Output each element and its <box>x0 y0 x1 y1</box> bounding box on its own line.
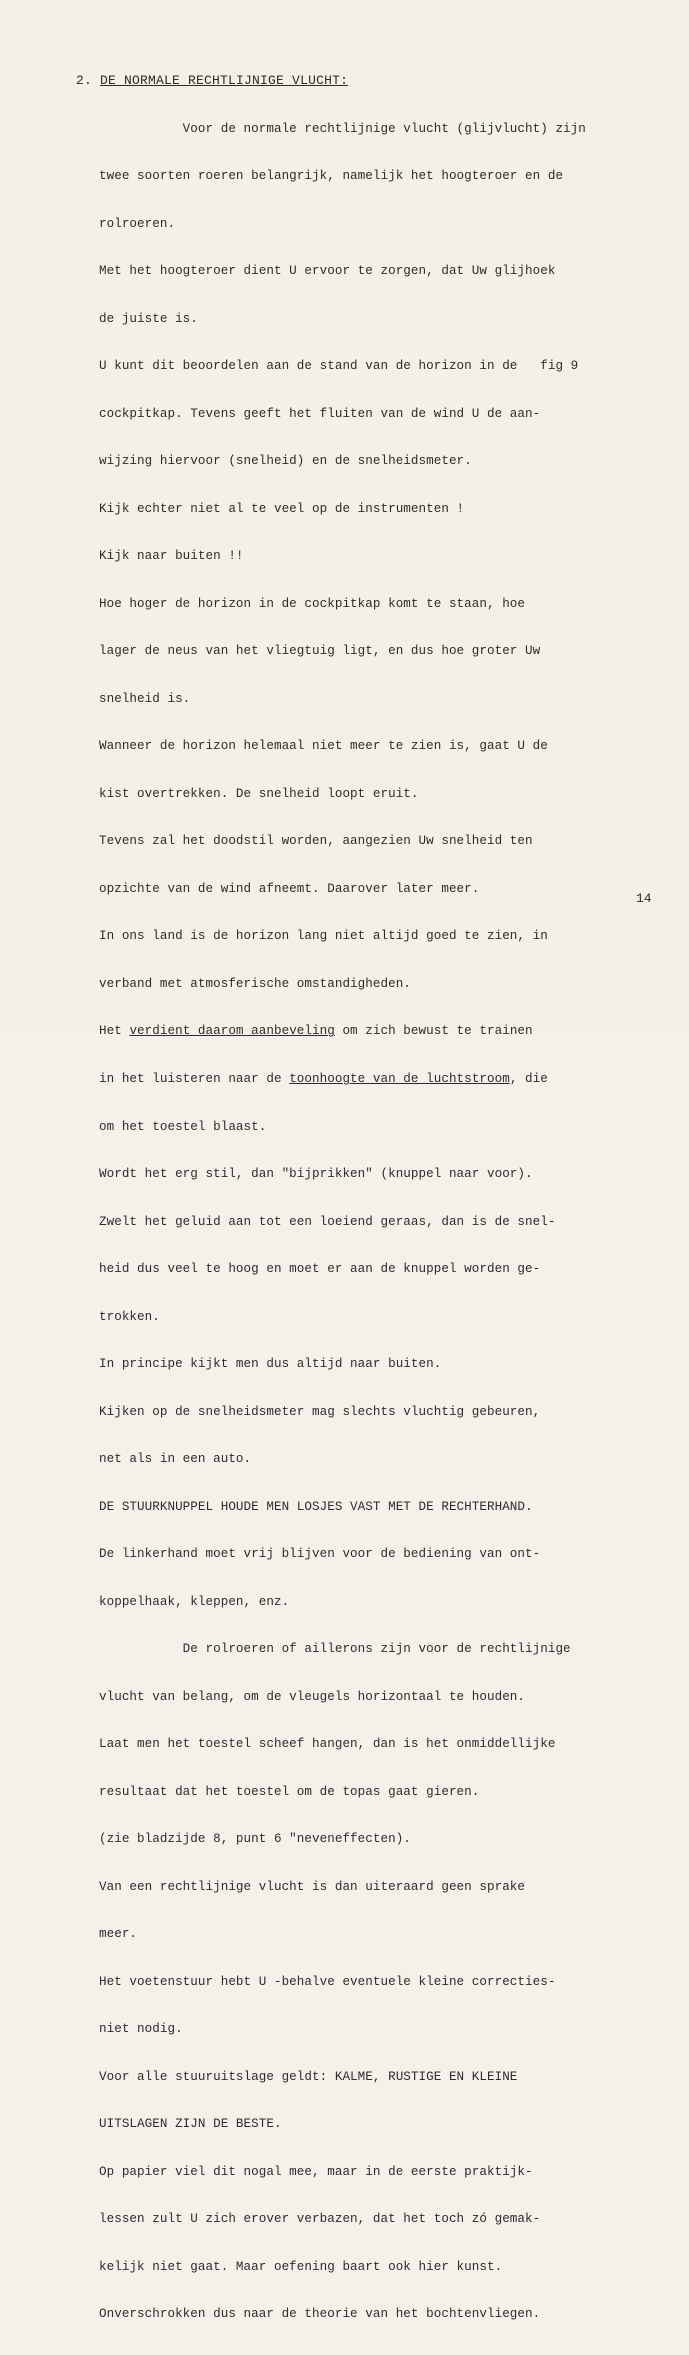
body-text <box>99 90 679 2355</box>
section-heading <box>76 73 348 88</box>
text-line: verband met atmosferische omstandigheden. <box>99 976 411 991</box>
text-line: kelijk niet gaat. Maar oefening baart ook hier kunst. <box>99 2259 503 2274</box>
text-line: In principe kijkt men dus altijd naar buiten. <box>99 1357 442 1372</box>
text-line-underlined <box>99 1024 679 1040</box>
underlined-phrase: verdient daarom aanbeveling <box>129 1024 335 1039</box>
text-line: lessen zult U zich erover verbazen, dat het toch zó gemak- <box>99 2212 541 2227</box>
text-line: resultaat dat het toestel om de topas gaat gieren. <box>99 1784 480 1799</box>
text-line: (zie bladzijde 8, punt 6 "neveneffecten). <box>99 1832 411 1847</box>
text-line: Wanneer de horizon helemaal niet meer te zien is, gaat U de <box>99 739 548 754</box>
text-line: De linkerhand moet vrij blijven voor de bediening van ont- <box>99 1547 541 1562</box>
text-line: wijzing hiervoor (snelheid) en de snelheidsmeter. <box>99 454 472 469</box>
text-line: de juiste is. <box>99 311 198 326</box>
text-line: Met het hoogteroer dient U ervoor te zorgen, dat Uw glijhoek <box>99 264 556 279</box>
text-line: opzichte van de wind afneemt. Daarover later meer. <box>99 881 480 896</box>
text-line: DE STUURKNUPPEL HOUDE MEN LOSJES VAST MET DE RECHTERHAND. <box>99 1499 533 1514</box>
text-line: Voor alle stuuruitslage geldt: KALME, RUSTIGE EN KLEINE <box>99 2069 518 2084</box>
text-line: Op papier viel dit nogal mee, maar in de eerste praktijk- <box>99 2164 533 2179</box>
text-line: twee soorten roeren belangrijk, namelijk het hoogteroer en de <box>99 169 564 184</box>
text-line: Kijken op de snelheidsmeter mag slechts vluchtig gebeuren, <box>99 1404 541 1419</box>
text-line: Hoe hoger de horizon in de cockpitkap komt te staan, hoe <box>99 596 526 611</box>
text-line: om het toestel blaast. <box>99 1119 267 1134</box>
section-title: DE NORMALE RECHTLIJNIGE VLUCHT: <box>100 73 349 88</box>
text-line: UITSLAGEN ZIJN DE BESTE. <box>99 2117 282 2132</box>
text-line: Kijk echter niet al te veel op de instrumenten ! <box>99 501 465 516</box>
text-fragment: , die <box>509 1072 548 1086</box>
text-line: vlucht van belang, om de vleugels horizontaal te houden. <box>99 1689 526 1704</box>
text-fragment: in het luisteren naar de <box>99 1072 290 1086</box>
text-line: Laat men het toestel scheef hangen, dan is het onmiddellijke <box>99 1737 556 1752</box>
text-line: rolroeren. <box>99 216 176 231</box>
text-line: meer. <box>99 1927 138 1942</box>
text-line: Wordt het erg stil, dan "bijprikken" (knuppel naar voor). <box>99 1167 533 1182</box>
text-line: Kijk naar buiten !! <box>99 549 244 564</box>
text-line: snelheid is. <box>99 691 191 706</box>
text-line: niet nodig. <box>99 2022 183 2037</box>
text-line: Onverschrokken dus naar de theorie van het bochtenvliegen. <box>99 2307 541 2322</box>
text-line: Van een rechtlijnige vlucht is dan uiteraard geen sprake <box>99 1879 526 1894</box>
text-fragment: Het <box>99 1024 130 1039</box>
text-fragment: om zich bewust te trainen <box>334 1024 533 1039</box>
text-line: net als in een auto. <box>99 1452 252 1467</box>
text-line: cockpitkap. Tevens geeft het fluiten van de wind U de aan- <box>99 406 541 421</box>
text-line: trokken. <box>99 1309 160 1324</box>
text-line: In ons land is de horizon lang niet altijd goed te zien, in <box>99 929 548 944</box>
text-line: Voor de normale rechtlijnige vlucht (glijvlucht) zijn <box>99 121 586 136</box>
section-number: 2. <box>76 73 93 88</box>
page-number: 14 <box>636 891 652 906</box>
text-line-underlined <box>99 1072 679 1088</box>
text-line: De rolroeren of aillerons zijn voor de rechtlijnige <box>99 1642 571 1657</box>
underlined-phrase: toonhoogte van de luchtstroom <box>289 1072 510 1086</box>
text-line: lager de neus van het vliegtuig ligt, en dus hoe groter Uw <box>99 644 541 659</box>
text-line: koppelhaak, kleppen, enz. <box>99 1594 290 1609</box>
text-line: U kunt dit beoordelen aan de stand van de horizon in de fig 9 <box>99 359 579 374</box>
text-line: kist overtrekken. De snelheid loopt eruit. <box>99 786 419 801</box>
text-line: heid dus veel te hoog en moet er aan de knuppel worden ge- <box>99 1262 541 1277</box>
text-line: Het voetenstuur hebt U -behalve eventuele kleine correcties- <box>99 1974 556 1989</box>
text-line: Tevens zal het doodstil worden, aangezien Uw snelheid ten <box>99 834 533 849</box>
text-line: Zwelt het geluid aan tot een loeiend geraas, dan is de snel- <box>99 1214 556 1229</box>
